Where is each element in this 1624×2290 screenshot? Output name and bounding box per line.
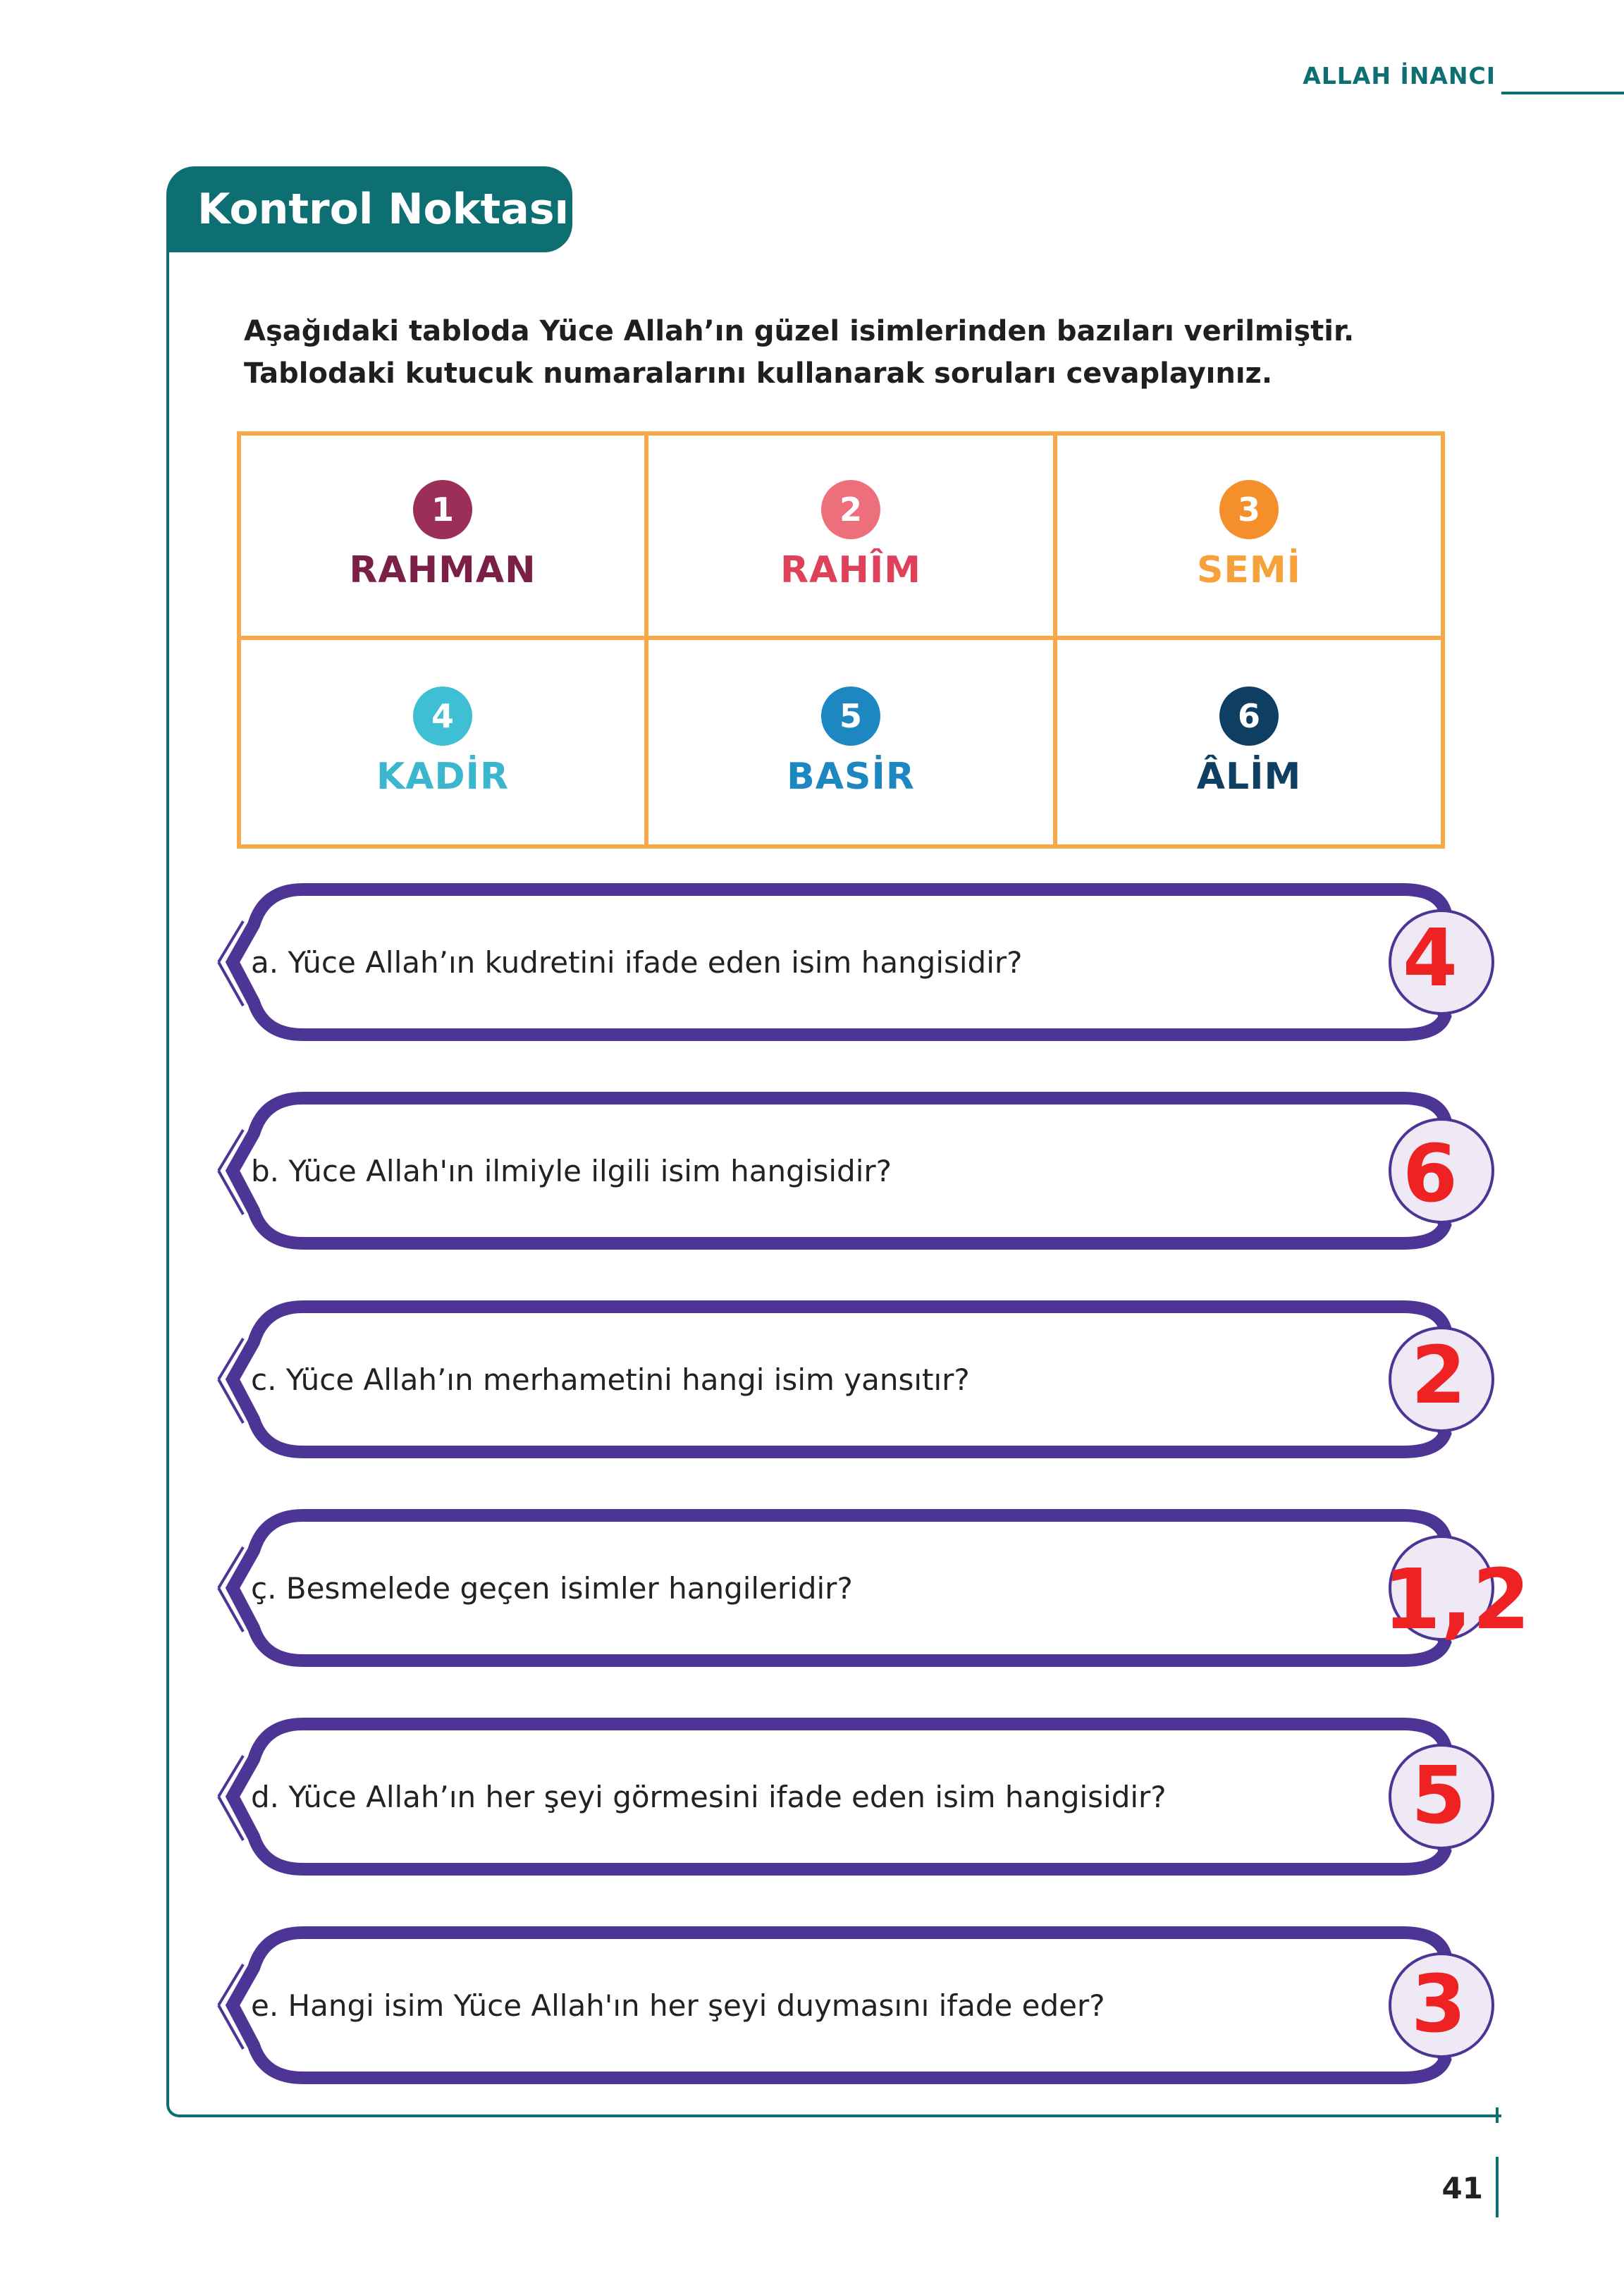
- page-number: 41: [1441, 2171, 1483, 2205]
- question-c-cedilla: [204, 1508, 1531, 1668]
- number-badge: 4: [413, 687, 472, 746]
- number-badge: 3: [1219, 480, 1279, 539]
- name-label: RAHMAN: [349, 549, 536, 591]
- question-text: b. Yüce Allah'ın ilmiyle ilgili isim hangisidir?: [251, 1153, 892, 1188]
- name-label: KADİR: [376, 756, 510, 798]
- badge-title: Kontrol Noktası: [197, 185, 570, 234]
- instructions-text: Aşağıdaki tabloda Yüce Allah’ın güzel isimlerinden bazıları verilmiştir. Tablodaki kutucuk numaralarını kullanarak soruları cevaplayınız.: [244, 315, 1355, 390]
- number-badge: 5: [821, 687, 880, 746]
- question-b: [204, 1091, 1458, 1250]
- handwritten-answer: 1,2: [1383, 1551, 1531, 1648]
- question-d: [204, 1717, 1466, 1876]
- name-cell-1: [241, 436, 648, 640]
- handwritten-answer: 2: [1411, 1330, 1466, 1422]
- question-text: c. Yüce Allah’ın merhametini hangi isim yansıtır?: [251, 1362, 970, 1397]
- question-text: ç. Besmelede geçen isimler hangileridir?: [251, 1570, 853, 1606]
- question-c: [204, 1300, 1466, 1459]
- name-cell-5: [648, 640, 1057, 844]
- section-badge: [166, 166, 572, 252]
- names-table: [237, 431, 1445, 849]
- name-cell-4: [241, 640, 648, 844]
- name-cell-2: [648, 436, 1057, 640]
- question-text: a. Yüce Allah’ın kudretini ifade eden isim hangisidir?: [251, 944, 1023, 980]
- name-label: RAHÎM: [780, 549, 921, 591]
- section-title: ALLAH İNANCI: [1303, 62, 1496, 90]
- question-e: [204, 1926, 1466, 2085]
- number-badge: 6: [1219, 687, 1279, 746]
- frame-end-tick: [1496, 2107, 1499, 2123]
- question-text: d. Yüce Allah’ın her şeyi görmesini ifade eden isim hangisidir?: [251, 1779, 1167, 1814]
- number-badge: 2: [821, 480, 880, 539]
- number-badge: 1: [413, 480, 472, 539]
- question-text: e. Hangi isim Yüce Allah'ın her şeyi duymasını ifade eder?: [251, 1988, 1105, 2023]
- handwritten-answer: 5: [1411, 1750, 1466, 1842]
- page-number-rule: [1496, 2157, 1499, 2217]
- name-cell-6: [1057, 640, 1441, 844]
- handwritten-answer: 4: [1403, 913, 1458, 1004]
- handwritten-answer: 3: [1411, 1959, 1466, 2050]
- name-cell-3: [1057, 436, 1441, 640]
- handwritten-answer: 6: [1403, 1128, 1458, 1220]
- name-label: ÂLİM: [1196, 756, 1302, 798]
- name-label: SEMİ: [1196, 549, 1302, 591]
- question-a: [204, 882, 1458, 1042]
- header-rule: [1501, 92, 1624, 94]
- name-label: BASİR: [787, 756, 915, 798]
